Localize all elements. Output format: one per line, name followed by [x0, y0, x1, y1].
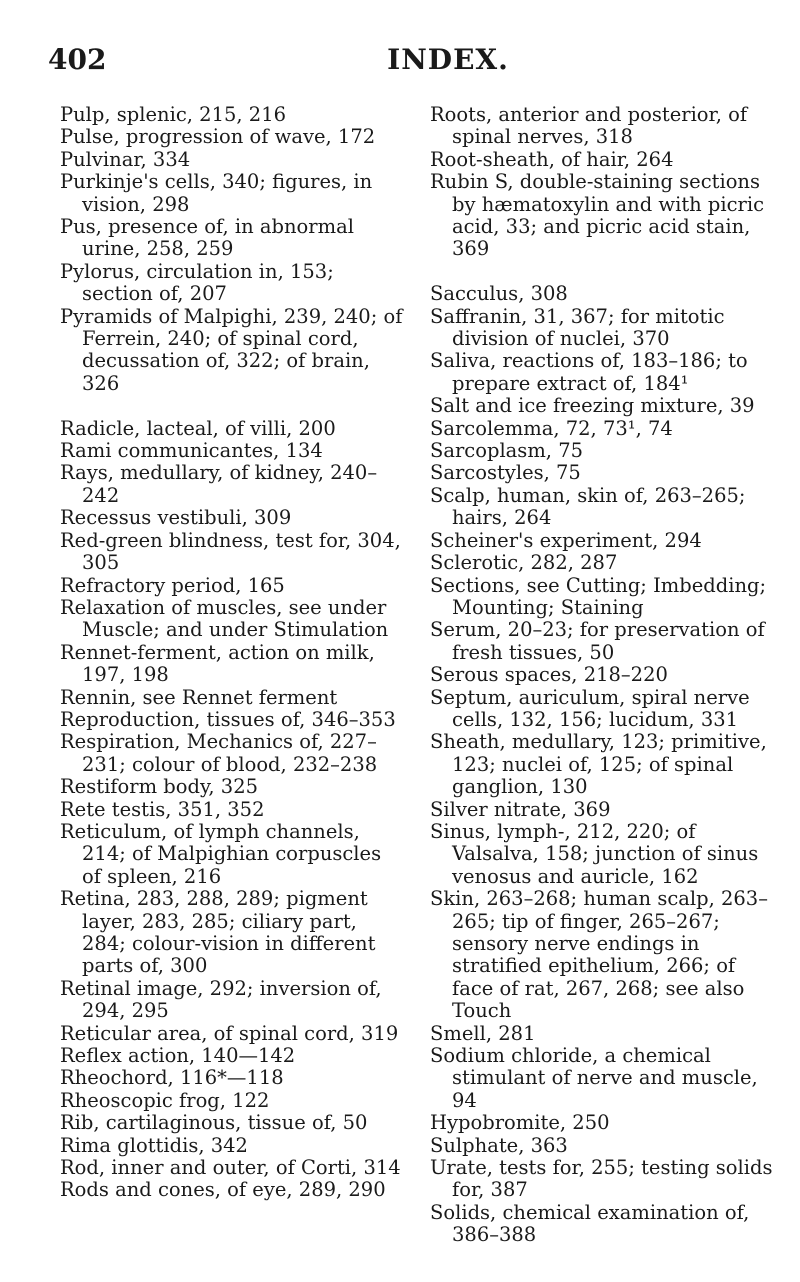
index-entry: Rods and cones, of eye, 289, 290 [60, 1178, 386, 1202]
index-entry: Septum, auriculum, spiral nerve cells, 132, 156; lucidum, 331 [430, 685, 750, 731]
index-entry: Retina, 283, 288, 289; pigment layer, 283, 285; ciliary part, 284; colour-vision in different parts of, 300 [60, 887, 376, 978]
index-entry: Refractory period, 165 [60, 573, 285, 597]
index-entry: Reticular area, of spinal cord, 319 [60, 1021, 399, 1045]
index-entry: Sclerotic, 282, 287 [430, 551, 618, 575]
index-entry: Rennin, see Rennet ferment [60, 685, 338, 709]
index-entry: Reflex action, 140—142 [60, 1044, 296, 1068]
index-entry: Sacculus, 308 [430, 282, 568, 306]
index-entry: Sarcoplasm, 75 [430, 439, 584, 463]
index-entry: Sarcostyles, 75 [430, 461, 581, 485]
index-entry: Silver nitrate, 369 [430, 797, 611, 821]
index-entry: Retinal image, 292; inversion of, 294, 295 [60, 976, 382, 1023]
index-entry: Sections, see Cutting; Imbedding; Mounting; Staining [430, 573, 767, 619]
index-entry: Sinus, lymph-, 212, 220; of Valsalva, 158; junction of sinus venosus and auricle, 162 [430, 819, 759, 888]
index-entry: Rod, inner and outer, of Corti, 314 [60, 1156, 401, 1180]
index-entry: Restiform body, 325 [60, 775, 259, 799]
index-column-right [430, 104, 775, 1247]
index-entry: Smell, 281 [430, 1021, 536, 1045]
index-entry: Pylorus, circulation in, 153; section of, 207 [60, 259, 334, 306]
index-entry: Rennet-ferment, action on milk, 197, 198 [60, 640, 375, 687]
index-entry: Rheoscopic frog, 122 [60, 1088, 270, 1112]
section-gap [60, 395, 405, 417]
index-entry: Pyramids of Malpighi, 239, 240; of Ferrein, 240; of spinal cord, decussation of, 322; of brain, 326 [60, 304, 403, 395]
index-entry: Hypobromite, 250 [430, 1111, 610, 1135]
index-entry: Rete testis, 351, 352 [60, 797, 265, 821]
index-entry: Rima glottidis, 342 [60, 1133, 248, 1157]
running-title: INDEX. [387, 43, 509, 76]
page-number: 402 [48, 43, 107, 76]
index-entry: Roots, anterior and posterior, of spinal nerves, 318 [430, 103, 748, 149]
index-entry: Radicle, lacteal, of villi, 200 [60, 416, 336, 440]
index-entry: Saffranin, 31, 367; for mitotic division of nuclei, 370 [430, 304, 725, 351]
index-column-left [60, 104, 405, 1202]
index-entry: Pulvinar, 334 [60, 147, 191, 171]
section-gap [430, 261, 775, 283]
index-entry: Red-green blindness, test for, 304, 305 [60, 528, 401, 575]
index-entry: Root-sheath, of hair, 264 [430, 147, 674, 171]
index-entry: Salt and ice freezing mixture, 39 [430, 394, 755, 418]
index-entry: Reproduction, tissues of, 346–353 [60, 707, 396, 731]
index-entry: Recessus vestibuli, 309 [60, 506, 292, 530]
index-entry: Rubin S, double-staining sections by hæmatoxylin and with picric acid, 33; and picric acid stain, 369 [430, 170, 765, 261]
index-entry: Rami communicantes, 134 [60, 439, 323, 463]
index-entry: Rays, medullary, of kidney, 240–242 [60, 461, 378, 507]
index-entry: Purkinje's cells, 340; figures, in vision, 298 [60, 170, 373, 216]
index-entry: Pulse, progression of wave, 172 [60, 125, 376, 149]
index-entry: Reticulum, of lymph channels, 214; of Malpighian corpuscles of spleen, 216 [60, 819, 382, 888]
index-entry: Serum, 20–23; for preservation of fresh tissues, 50 [430, 618, 765, 664]
index-entry: Sheath, medullary, 123; primitive, 123; nuclei of, 125; of spinal ganglion, 130 [430, 730, 767, 799]
index-entry: Rib, cartilaginous, tissue of, 50 [60, 1111, 368, 1135]
index-entry: Solids, chemical examination of, 386–388 [430, 1200, 750, 1247]
index-entry: Relaxation of muscles, see under Muscle; and under Stimulation [60, 595, 389, 642]
index-entry: Sarcolemma, 72, 73¹, 74 [430, 416, 673, 440]
index-entry: Skin, 263–268; human scalp, 263–265; tip of finger, 265–267; sensory nerve endings in stratified epithelium, 266; of face of rat, 267, 268; see also Touch [430, 887, 768, 1023]
index-entry: Pus, presence of, in abnormal urine, 258, 259 [60, 215, 354, 261]
index-entry: Saliva, reactions of, 183–186; to prepare extract of, 184¹ [430, 349, 748, 395]
index-entry: Respiration, Mechanics of, 227–231; colour of blood, 232–238 [60, 730, 378, 776]
page-header [48, 40, 748, 80]
index-entry: Serous spaces, 218–220 [430, 663, 668, 687]
index-entry: Rheochord, 116*—118 [60, 1066, 284, 1090]
index-entry: Scheiner's experiment, 294 [430, 528, 702, 552]
index-entry: Urate, tests for, 255; testing solids for, 387 [430, 1156, 773, 1202]
index-entry: Pulp, splenic, 215, 216 [60, 103, 287, 126]
index-entry: Scalp, human, skin of, 263–265; hairs, 264 [430, 483, 746, 530]
index-entry: Sodium chloride, a chemical stimulant of nerve and muscle, 94 [430, 1044, 758, 1112]
index-entry: Sulphate, 363 [430, 1133, 568, 1157]
